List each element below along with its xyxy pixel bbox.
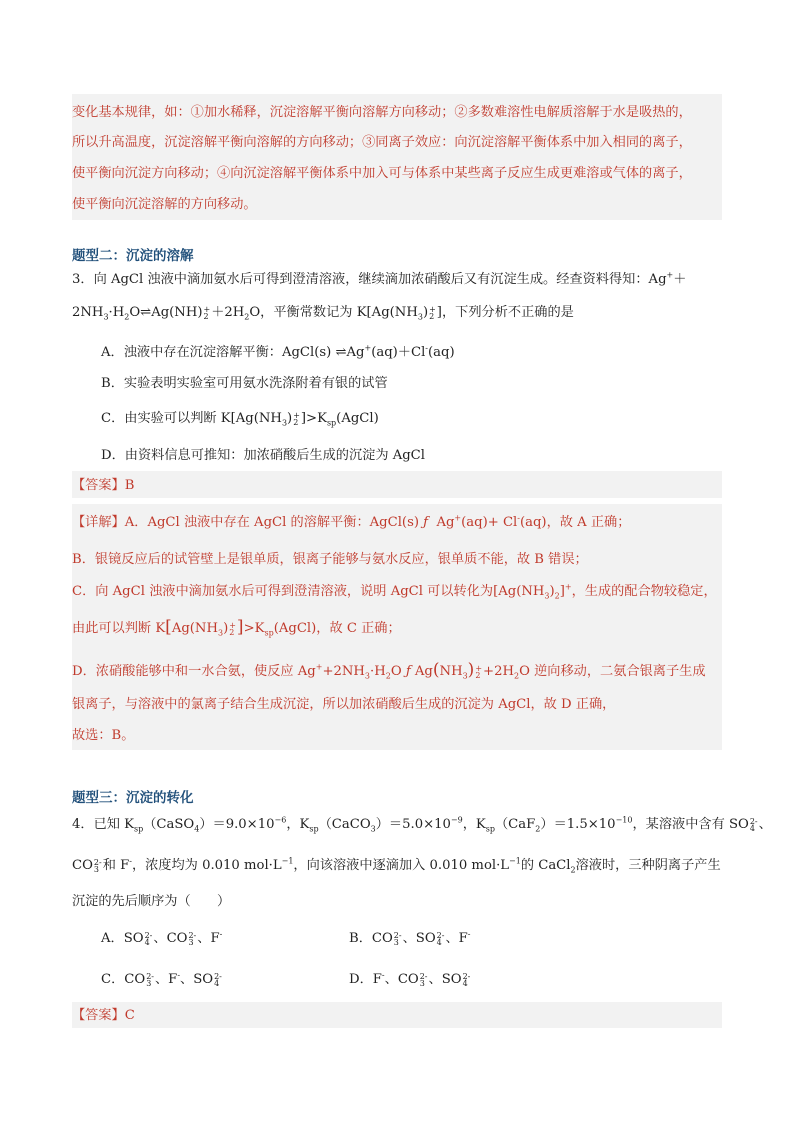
q4-option-a[interactable]: A．SO 2- 4 、CO 2- 3 、F- [101, 929, 223, 947]
q4-stem-line-3: 沉淀的先后顺序为（ ） [72, 894, 231, 909]
q4-stem-line-2: CO 2- 3 和 F-，浓度均为 0.010 $mol\cdot L^{-1}$，向该溶液中逐滴加入 0.010 $mol\cdot L^{-1}$的 CaCl$_2$溶液时，三种阴离子产生 [72, 856, 721, 875]
section-heading-type3: 题型三：沉淀的转化 [72, 790, 194, 806]
q3-detail-d-1: D．浓硝酸能够中和一水合氨，使反应 $Ag^++2NH_3\cdot H_2O$ ƒ $Ag(NH_3)$ + 2 $+2H_2O$ 逆向移动，二氨合银离子生成 [72, 660, 706, 681]
q4-option-b[interactable]: B．CO 2- 3 、SO 2- 4 、F- [349, 929, 471, 947]
q4-option-d[interactable]: D．F-、CO 2- 3 、SO 2- 4 [349, 970, 471, 988]
q3-answer: 【答案】B [72, 478, 135, 493]
q4-answer: 【答案】C [72, 1008, 135, 1023]
q3-detail-c-1: C．向 AgCl 浊液中滴加氨水后可得到澄清溶液，说明 AgCl 可以转化为$[Ag(NH_3)_2]^+$，生成的配合物较稳定， [72, 582, 717, 601]
q3-stem-line-1: 3．向 AgCl 浊液中滴加氨水后可得到澄清溶液，继续滴加浓硝酸后又有沉淀生成。经查资料得知：Ag+＋ [72, 270, 687, 287]
intro-line-3: 使平衡向沉淀方向移动；④向沉淀溶解平衡体系中加入可与体系中某些离子反应生成更难溶或气体的离子， [72, 166, 692, 181]
q3-option-d[interactable]: D．由资料信息可推知：加浓硝酸后生成的沉淀为 AgCl [101, 448, 425, 463]
q3-detail-d-3: 故选：B。 [72, 728, 135, 743]
q3-option-b[interactable]: B．实验表明实验室可用氨水洗涤附着有银的试管 [101, 376, 388, 391]
intro-line-4: 使平衡向沉淀溶解的方向移动。 [72, 197, 257, 212]
q3-detail-d-2: 银离子，与溶液中的氯离子结合生成沉淀，所以加浓硝酸后生成的沉淀为 AgCl，故 D 正确， [72, 697, 616, 712]
q4-stem-line-1: 4．已知 $K_{sp}(CaSO_4)=9.0\times 10^{-6}$，$K_{sp}(CaCO_3)=5.0\times 10^{-9}$，$K_{sp}(CaF_2)=1.5\times 10^{-10}$，某溶液中含有 SO 2- 4 、 [72, 815, 772, 834]
intro-line-2: 所以升高温度，沉淀溶解平衡向溶解的方向移动；③同离子效应：向沉淀溶解平衡体系中加入相同的离子， [72, 135, 692, 150]
q4-option-c[interactable]: C．CO 2- 3 、F-、SO 2- 4 [101, 970, 222, 988]
q3-detail-c-2: 由此可以判断 $K[Ag(NH_3)$ + 2 ]$>K_{sp}(AgCl)$，故 C 正确； [72, 617, 401, 638]
intro-line-1: 变化基本规律，如：①加水稀释，沉淀溶解平衡向溶解方向移动；②多数难溶性电解质溶解于水是吸热的， [72, 105, 692, 120]
section-heading-type2: 题型二：沉淀的溶解 [72, 248, 194, 264]
q3-detail-a: 【详解】A．AgCl 浊液中存在 AgCl 的溶解平衡：AgCl(s) ƒ Ag+(aq)+ Cl-(aq)，故 A 正确； [72, 513, 631, 530]
q3-option-c[interactable]: C．由实验可以判断 $K[Ag(NH_3)$ + 2 ]$>K_{sp}(AgCl)$ [101, 410, 379, 428]
q3-answer-block [72, 471, 722, 498]
q4-answer-block [72, 1002, 722, 1028]
q3-stem-line-2: $2NH_3\cdot H_2O\rightleftharpoons Ag(NH)$ + 2 $+2H_2O$，平衡常数记为 $K[Ag(NH_3)$ + 2 ]，下列分析不正确的是 [72, 304, 574, 322]
q3-detail-b: B．银镜反应后的试管壁上是银单质，银离子能够与氨水反应，银单质不能，故 B 错误； [72, 552, 588, 567]
q3-option-a[interactable]: A．浊液中存在沉淀溶解平衡：AgCl(s) ⇌Ag+(aq)＋Cl-(aq) [101, 343, 455, 360]
